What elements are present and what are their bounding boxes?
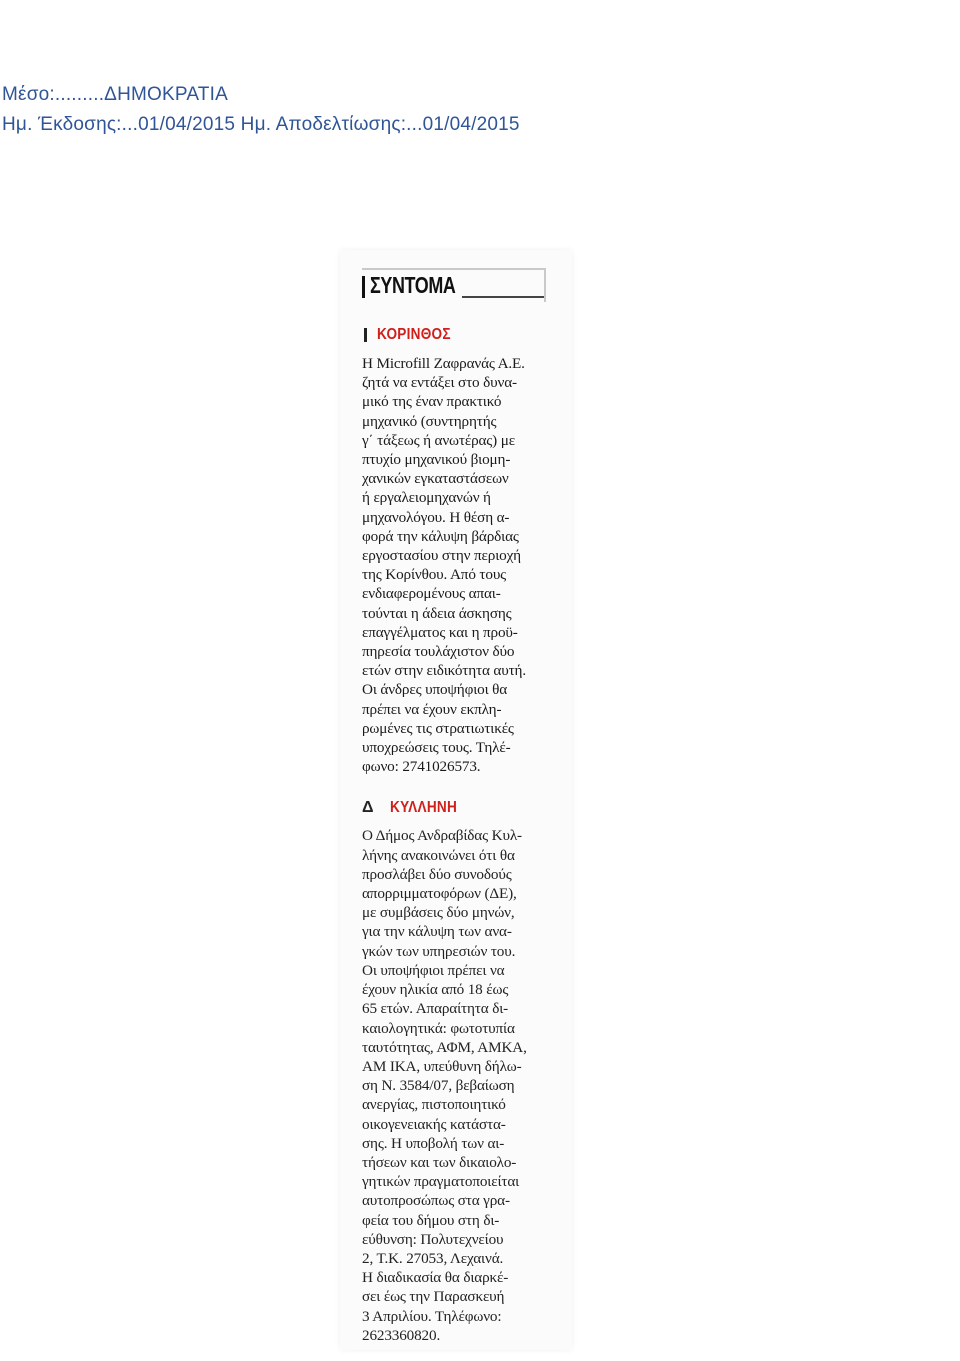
section-header-bar [362, 276, 365, 298]
article-text-line: πρέπει να έχουν εκπλη- [362, 700, 502, 718]
article-text-line: ετών στην ειδικότητα αυτή. [362, 662, 526, 680]
article-text-line: τήσεων και των δικαιολο- [362, 1153, 517, 1171]
article-text-line: εργοστασίου στην περιοχή [362, 547, 521, 565]
dates-line: Ημ. Έκδοσης:...01/04/2015 Ημ. Αποδελτίωσης:...01/04/2015 [2, 114, 520, 135]
article-text-line: πτυχίο μηχανικού βιομη- [362, 451, 511, 469]
article-heading-korinthos [362, 326, 546, 346]
article-text-line: χανικών εγκαταστάσεων [362, 470, 509, 488]
article-text-line: ταυτότητας, ΑΦΜ, ΑΜΚΑ, [362, 1038, 527, 1056]
article-text-line: 2623360820. [362, 1326, 441, 1344]
article-text-line: με συμβάσεις δύο μηνών, [362, 904, 515, 922]
article-marker-bar [364, 328, 367, 342]
section-title: ΣΥΝΤΟΜΑ [370, 272, 456, 298]
article-text-line: έχουν ηλικία από 18 έως [362, 981, 509, 999]
article-text-line: 65 ετών. Απαραίτητα δι- [362, 1000, 509, 1018]
article-body-korinthos [362, 354, 546, 776]
article-text-line: γ΄ τάξεως ή ανωτέρας) με [362, 431, 515, 449]
article-heading-text: ΚΟΡΙΝΘΟΣ [377, 326, 451, 344]
article-heading-text: ΚΥΛΛΗΝΗ [390, 798, 458, 816]
article-text-line: ζητά να εντάξει στο δυνα- [362, 374, 517, 392]
article-text-line: μικό της έναν πρακτικό [362, 393, 502, 411]
article-text-line: 3 Απριλίου. Τηλέφωνο: [362, 1307, 502, 1325]
article-text-line: λήνης ανακοινώνει ότι θα [362, 846, 515, 864]
article-text-line: ή εργαλειομηχανών ή [362, 489, 491, 507]
article-text-line: υποχρεώσεις τους. Τηλέ- [362, 739, 511, 757]
article-text-line: 2, Τ.Κ. 27053, Λεχαινά. [362, 1249, 504, 1267]
article-text-line: αυτοπροσώπως στα γρα- [362, 1192, 510, 1210]
article-marker-delta: Δ [362, 798, 374, 816]
article-text-line: Οι άνδρες υποψήφιοι θα [362, 681, 508, 699]
article-text-line: μηχανικό (συντηρητής [362, 412, 497, 430]
article-text-line: πηρεσία τουλάχιστον δύο [362, 643, 515, 661]
article-text-line: ρωμένες τις στρατιωτικές [362, 719, 514, 737]
section-header-rule [462, 296, 544, 298]
article-text-line: τούνται η άδεια άσκησης [362, 604, 512, 622]
section-header [362, 268, 546, 302]
article-text-line: ση Ν. 3584/07, βεβαίωση [362, 1077, 515, 1095]
article-text-line: ενδιαφερομένους απαι- [362, 585, 501, 603]
article-text-line: σης. Η υποβολή των αι- [362, 1134, 505, 1152]
article-text-line: της Κορίνθου. Από τους [362, 566, 507, 584]
article-body-kyllini [362, 826, 546, 1344]
article-text-line: για την κάλυψη των ανα- [362, 923, 512, 941]
article-text-line: οικογενειακής κατάστα- [362, 1115, 506, 1133]
article-text-line: Η διαδικασία θα διαρκέ- [362, 1269, 509, 1287]
article-text-line: φεία του δήμου στη δι- [362, 1211, 500, 1229]
article-text-line: γητικών πραγματοποιείται [362, 1173, 520, 1191]
article-text-line: προσλάβει δύο συνοδούς [362, 865, 512, 883]
article-text-line: Η Microfill Ζαφρανάς Α.Ε. [362, 355, 525, 372]
newspaper-clipping [362, 268, 546, 1345]
media-source-line: Μέσο:.........ΔΗΜΟΚΡΑΤΙΑ [2, 84, 228, 105]
article-text-line: καιολογητικά: φωτοτυπία [362, 1019, 515, 1037]
article-text-line: επαγγέλματος και η προϋ- [362, 623, 518, 641]
article-text-line: εύθυνση: Πολυτεχνείου [362, 1230, 504, 1248]
article-text-line: φωνο: 2741026573. [362, 758, 481, 776]
article-text-line: Οι υποψήφιοι πρέπει να [362, 961, 505, 979]
article-text-line: μηχανολόγου. Η θέση α- [362, 508, 510, 526]
article-text-line: φορά την κάλυψη βάρδιας [362, 527, 519, 545]
article-text-line: σει έως την Παρασκευή [362, 1288, 505, 1306]
article-text-line: απορριμματοφόρων (ΔΕ), [362, 885, 517, 903]
article-text-line: γκών των υπηρεσιών του. [362, 942, 516, 960]
article-heading-kyllini [362, 798, 546, 818]
article-text-line: ΑΜ ΙΚΑ, υπεύθυνη δήλω- [362, 1057, 522, 1075]
article-text-line: ανεργίας, πιστοποιητικό [362, 1096, 506, 1114]
article-text-line: Ο Δήμος Ανδραβίδας Κυλ- [362, 827, 522, 845]
